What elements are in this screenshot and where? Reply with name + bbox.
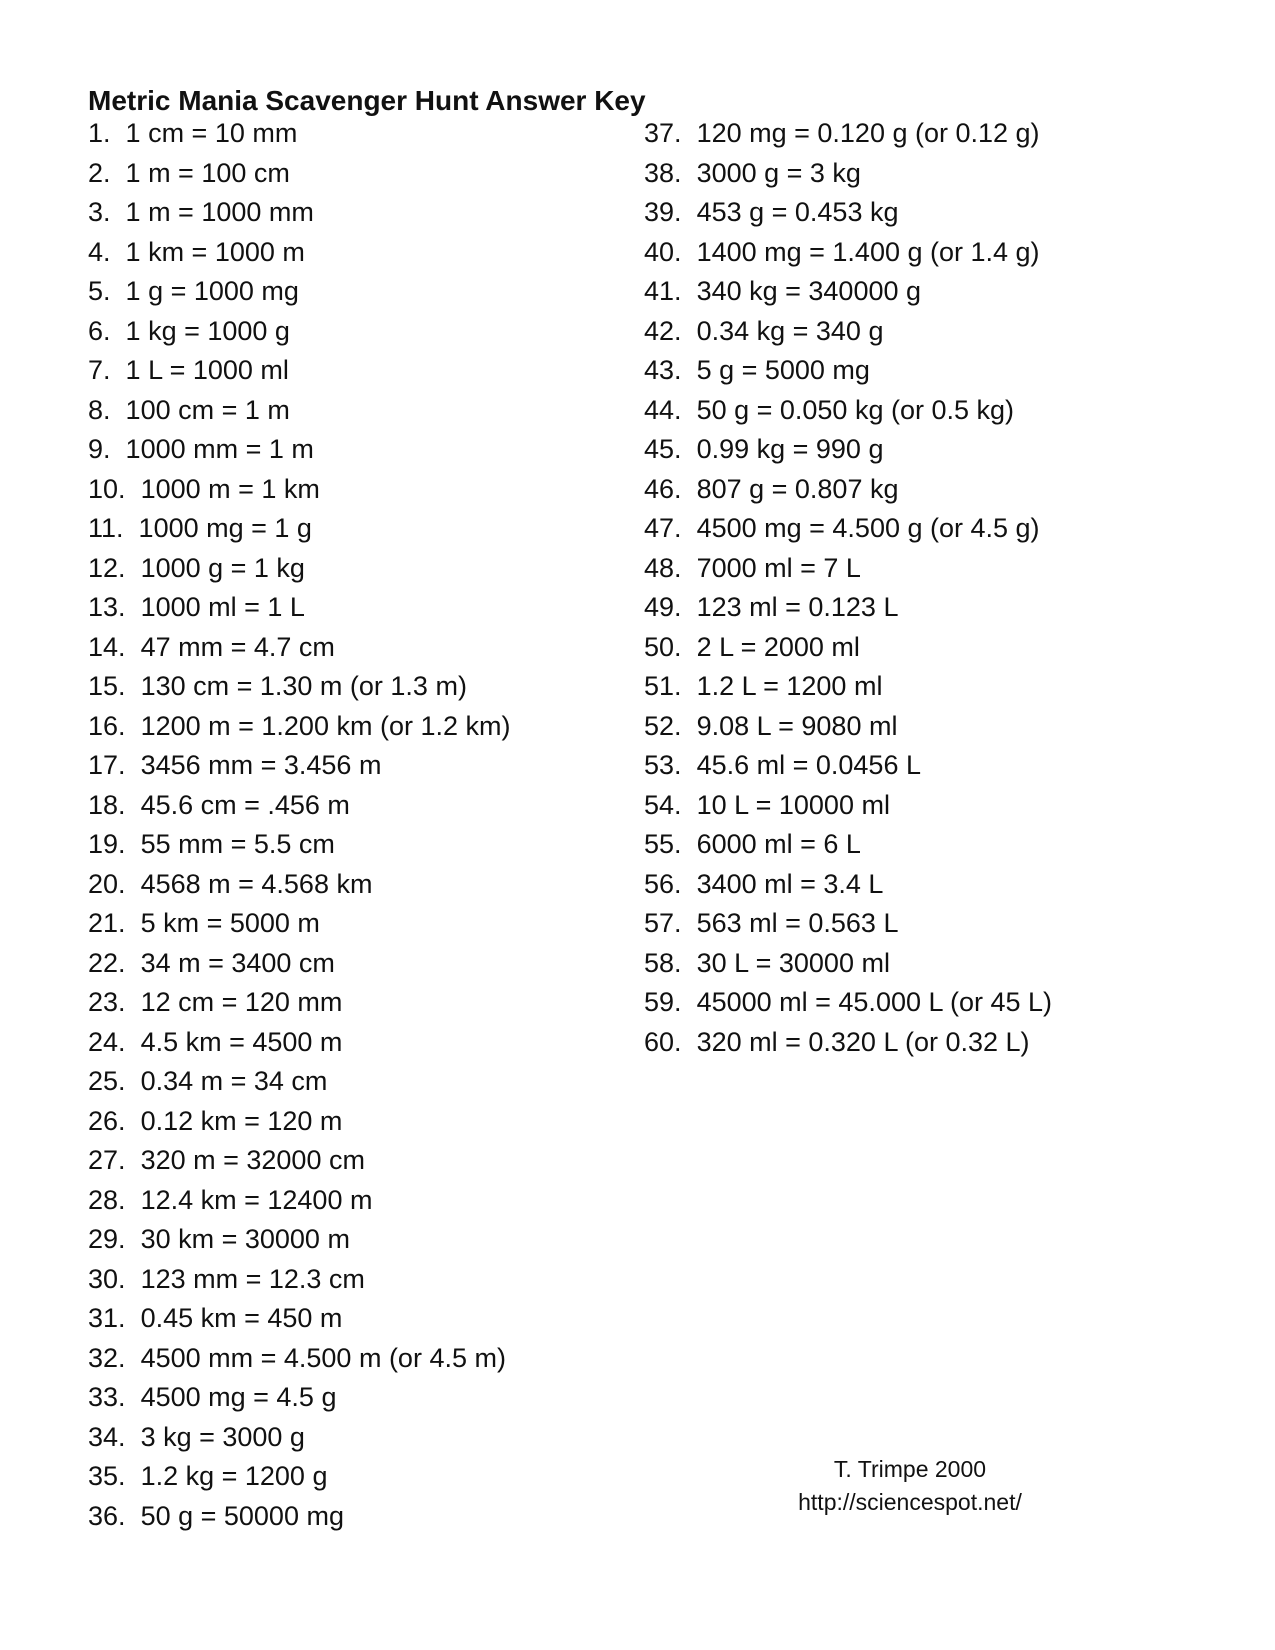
- answer-item: [644, 667, 1164, 707]
- answer-item: [88, 667, 648, 707]
- answer-item: [88, 983, 648, 1023]
- answer-text: 4500 mm = 4.500 m (or 4.5 m): [140, 1342, 506, 1373]
- answer-item: [644, 588, 1164, 628]
- answer-text: 1000 m = 1 km: [140, 473, 320, 504]
- answer-number: 33.: [88, 1382, 126, 1412]
- answer-item: [88, 1457, 648, 1497]
- answer-number: 34.: [88, 1421, 126, 1452]
- answer-item: [88, 470, 648, 510]
- answer-text: 3000 g = 3 kg: [696, 157, 861, 188]
- answer-item: [88, 1299, 648, 1339]
- answer-text: 55 mm = 5.5 cm: [140, 829, 335, 859]
- answer-text: 10 L = 10000 ml: [696, 789, 890, 820]
- answer-number: 37.: [644, 118, 682, 148]
- answer-item: [88, 193, 648, 233]
- answer-text: 7000 ml = 7 L: [696, 552, 861, 583]
- answer-list-left: [88, 114, 648, 1536]
- answer-item: [88, 312, 648, 352]
- answer-text: 1 cm = 10 mm: [125, 118, 298, 148]
- answer-number: 21.: [88, 908, 126, 938]
- answer-number: 47.: [644, 513, 682, 543]
- answer-number: 45.: [644, 434, 682, 464]
- answer-number: 11.: [88, 513, 124, 543]
- answer-number: 49.: [644, 592, 682, 622]
- answer-text: 320 m = 32000 cm: [140, 1145, 365, 1175]
- answer-text: 807 g = 0.807 kg: [696, 473, 899, 504]
- answer-item: [88, 430, 648, 470]
- answer-text: 12 cm = 120 mm: [140, 987, 343, 1017]
- credit-author: T. Trimpe 2000: [833, 1456, 987, 1482]
- answer-item: [88, 549, 648, 589]
- answer-number: 40.: [644, 236, 682, 267]
- answer-item: [644, 351, 1164, 391]
- answer-text: 0.12 km = 120 m: [140, 1105, 343, 1136]
- answer-number: 22.: [88, 947, 126, 978]
- answer-number: 32.: [88, 1342, 126, 1373]
- answer-text: 1 m = 100 cm: [125, 157, 290, 188]
- answer-item: [644, 430, 1164, 470]
- answer-number: 41.: [644, 276, 682, 306]
- answer-item: [88, 114, 648, 154]
- answer-item: [644, 470, 1164, 510]
- answer-text: 1.2 kg = 1200 g: [140, 1461, 328, 1491]
- answer-number: 15.: [88, 671, 126, 701]
- answer-text: 50 g = 50000 mg: [140, 1500, 344, 1531]
- answer-text: 1.2 L = 1200 ml: [696, 671, 883, 701]
- answer-item: [644, 193, 1164, 233]
- answer-item: [644, 746, 1164, 786]
- answer-text: 453 g = 0.453 kg: [696, 197, 899, 227]
- answer-item: [644, 509, 1164, 549]
- answer-number: 57.: [644, 908, 682, 938]
- answer-number: 46.: [644, 473, 682, 504]
- answer-number: 50.: [644, 631, 682, 662]
- answer-item: [644, 983, 1164, 1023]
- answer-item: [88, 1378, 648, 1418]
- answer-number: 58.: [644, 947, 682, 978]
- answer-item: [644, 865, 1164, 905]
- answer-text: 320 ml = 0.320 L (or 0.32 L): [696, 1026, 1030, 1057]
- answer-text: 3 kg = 3000 g: [140, 1421, 305, 1452]
- answer-number: 9.: [88, 434, 111, 464]
- answer-number: 18.: [88, 789, 126, 820]
- answer-number: 38.: [644, 157, 682, 188]
- answer-text: 1 g = 1000 mg: [125, 276, 299, 306]
- answer-text: 1 km = 1000 m: [125, 236, 305, 267]
- answer-number: 39.: [644, 197, 682, 227]
- answer-text: 45.6 cm = .456 m: [140, 789, 350, 820]
- answer-text: 0.45 km = 450 m: [140, 1303, 343, 1333]
- answer-item: [88, 588, 648, 628]
- answer-number: 59.: [644, 987, 682, 1017]
- answer-item: [88, 391, 648, 431]
- answer-number: 44.: [644, 394, 682, 425]
- answer-number: 10.: [88, 473, 126, 504]
- answer-text: 100 cm = 1 m: [125, 394, 290, 425]
- answer-item: [88, 1418, 648, 1458]
- answer-item: [88, 1339, 648, 1379]
- answer-text: 45000 ml = 45.000 L (or 45 L): [696, 987, 1053, 1017]
- answer-item: [88, 944, 648, 984]
- answer-text: 120 mg = 0.120 g (or 0.12 g): [696, 118, 1040, 148]
- answer-text: 1 L = 1000 ml: [125, 355, 289, 385]
- credit-url: http://sciencespot.net/: [798, 1489, 1022, 1515]
- answer-number: 43.: [644, 355, 682, 385]
- answer-text: 1 m = 1000 mm: [125, 197, 314, 227]
- answer-item: [88, 233, 648, 273]
- answer-item: [644, 944, 1164, 984]
- answer-text: 5 km = 5000 m: [140, 908, 320, 938]
- answer-item: [644, 707, 1164, 747]
- answer-number: 26.: [88, 1105, 126, 1136]
- answer-text: 5 g = 5000 mg: [696, 355, 870, 385]
- answer-item: [88, 628, 648, 668]
- answer-number: 4.: [88, 236, 111, 267]
- answer-text: 50 g = 0.050 kg (or 0.5 kg): [696, 394, 1015, 425]
- answer-number: 23.: [88, 987, 126, 1017]
- answer-number: 16.: [88, 710, 126, 741]
- answer-item: [88, 509, 648, 549]
- answer-text: 6000 ml = 6 L: [696, 829, 861, 859]
- answer-text: 1000 g = 1 kg: [140, 552, 305, 583]
- answer-list-right: [644, 114, 1164, 1062]
- answer-number: 2.: [88, 157, 111, 188]
- answer-item: [88, 1102, 648, 1142]
- answer-text: 0.34 m = 34 cm: [140, 1066, 328, 1096]
- answer-number: 8.: [88, 394, 111, 425]
- answer-item: [88, 1062, 648, 1102]
- answer-item: [88, 1260, 648, 1300]
- answer-item: [88, 1181, 648, 1221]
- answer-number: 7.: [88, 355, 111, 385]
- answer-text: 0.34 kg = 340 g: [696, 315, 884, 346]
- answer-text: 1400 mg = 1.400 g (or 1.4 g): [696, 236, 1040, 267]
- answer-number: 60.: [644, 1026, 682, 1057]
- answer-text: 4568 m = 4.568 km: [140, 868, 373, 899]
- answer-text: 1 kg = 1000 g: [125, 315, 290, 346]
- answer-text: 34 m = 3400 cm: [140, 947, 335, 978]
- answer-number: 12.: [88, 552, 126, 583]
- answer-number: 24.: [88, 1026, 126, 1057]
- answer-text: 47 mm = 4.7 cm: [140, 631, 335, 662]
- answer-number: 13.: [88, 592, 126, 622]
- answer-number: 14.: [88, 631, 126, 662]
- answer-item: [644, 786, 1164, 826]
- answer-item: [644, 391, 1164, 431]
- answer-number: 36.: [88, 1500, 126, 1531]
- answer-item: [88, 272, 648, 312]
- answer-number: 20.: [88, 868, 126, 899]
- answer-text: 2 L = 2000 ml: [696, 631, 860, 662]
- answer-item: [88, 1220, 648, 1260]
- answer-number: 5.: [88, 276, 111, 306]
- answer-text: 30 L = 30000 ml: [696, 947, 890, 978]
- answer-number: 51.: [644, 671, 682, 701]
- answer-number: 48.: [644, 552, 682, 583]
- answer-text: 123 mm = 12.3 cm: [140, 1263, 365, 1294]
- answer-text: 45.6 ml = 0.0456 L: [696, 750, 921, 780]
- answer-text: 30 km = 30000 m: [140, 1224, 350, 1254]
- answer-text: 1200 m = 1.200 km (or 1.2 km): [140, 710, 511, 741]
- answer-number: 30.: [88, 1263, 126, 1294]
- answer-number: 27.: [88, 1145, 126, 1175]
- answer-item: [88, 154, 648, 194]
- answer-text: 3400 ml = 3.4 L: [696, 868, 884, 899]
- answer-text: 4.5 km = 4500 m: [140, 1026, 343, 1057]
- answer-item: [88, 1497, 648, 1537]
- answer-item: [644, 154, 1164, 194]
- answer-item: [88, 825, 648, 865]
- answer-item: [644, 233, 1164, 273]
- answer-item: [88, 351, 648, 391]
- answer-text: 123 ml = 0.123 L: [696, 592, 899, 622]
- answer-text: 4500 mg = 4.5 g: [140, 1382, 337, 1412]
- answer-item: [644, 272, 1164, 312]
- answer-item: [88, 707, 648, 747]
- answer-text: 340 kg = 340000 g: [696, 276, 922, 306]
- answer-text: 3456 mm = 3.456 m: [140, 750, 382, 780]
- answer-text: 130 cm = 1.30 m (or 1.3 m): [140, 671, 467, 701]
- answer-number: 42.: [644, 315, 682, 346]
- answer-item: [88, 904, 648, 944]
- answer-item: [644, 904, 1164, 944]
- answer-number: 31.: [88, 1303, 126, 1333]
- answer-item: [88, 786, 648, 826]
- page-title: Metric Mania Scavenger Hunt Answer Key: [88, 85, 646, 116]
- answer-number: 35.: [88, 1461, 126, 1491]
- answer-number: 3.: [88, 197, 111, 227]
- answer-number: 55.: [644, 829, 682, 859]
- answer-number: 25.: [88, 1066, 126, 1096]
- answer-item: [644, 1023, 1164, 1063]
- answer-item: [88, 1023, 648, 1063]
- answer-number: 17.: [88, 750, 126, 780]
- answer-item: [644, 114, 1164, 154]
- answer-number: 52.: [644, 710, 682, 741]
- answer-text: 0.99 kg = 990 g: [696, 434, 884, 464]
- answer-item: [644, 628, 1164, 668]
- answer-item: [88, 746, 648, 786]
- answer-number: 29.: [88, 1224, 126, 1254]
- answer-number: 54.: [644, 789, 682, 820]
- answer-number: 56.: [644, 868, 682, 899]
- answer-text: 4500 mg = 4.500 g (or 4.5 g): [696, 513, 1040, 543]
- answer-item: [88, 1141, 648, 1181]
- answer-number: 19.: [88, 829, 126, 859]
- answer-item: [88, 865, 648, 905]
- answer-item: [644, 825, 1164, 865]
- answer-item: [644, 549, 1164, 589]
- answer-text: 1000 mm = 1 m: [125, 434, 314, 464]
- answer-text: 563 ml = 0.563 L: [696, 908, 899, 938]
- answer-text: 12.4 km = 12400 m: [140, 1184, 373, 1215]
- answer-text: 9.08 L = 9080 ml: [696, 710, 898, 741]
- answer-number: 1.: [88, 118, 111, 148]
- answer-text: 1000 ml = 1 L: [140, 592, 305, 622]
- answer-text: 1000 mg = 1 g: [138, 513, 312, 543]
- answer-item: [644, 312, 1164, 352]
- answer-number: 53.: [644, 750, 682, 780]
- answer-number: 6.: [88, 315, 111, 346]
- answer-number: 28.: [88, 1184, 126, 1215]
